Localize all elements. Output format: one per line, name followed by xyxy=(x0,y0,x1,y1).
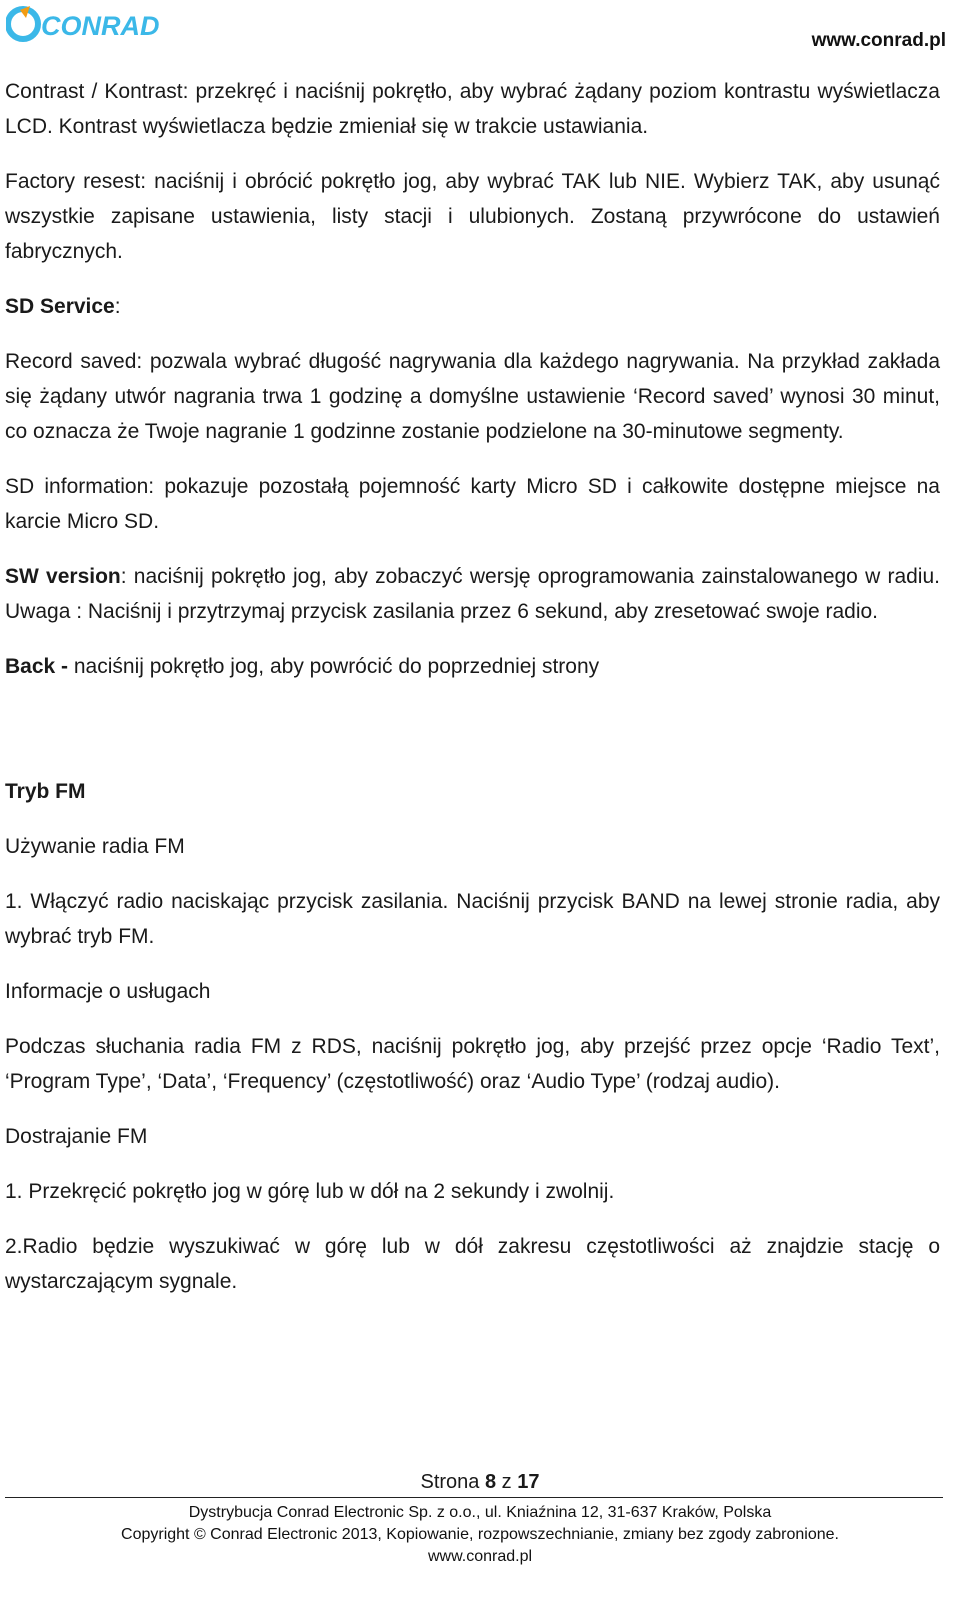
sw-version-text: : naciśnij pokrętło jog, aby zobaczyć wersję oprogramowania zainstalowanego w radiu. Uwaga : Naciśnij i przytrzymaj przycisk zasilania przez 6 sekund, aby zresetować swoje radio. xyxy=(5,565,940,623)
document-body xyxy=(5,74,940,1319)
page-footer xyxy=(0,1468,960,1496)
paragraph-sd-service xyxy=(5,289,940,324)
paragraph-contrast: Contrast / Kontrast: przekręć i naciśnij pokrętło, aby wybrać żądany poziom kontrastu wyświetlacza LCD. Kontrast wyświetlacza będzie zmieniał się w trakcie ustawiania. xyxy=(5,80,940,138)
paragraph-sw-version xyxy=(5,559,940,629)
sd-service-heading: SD Service xyxy=(5,295,115,318)
footer-url[interactable]: www.conrad.pl xyxy=(427,1548,533,1565)
site-url[interactable]: www.conrad.pl xyxy=(811,30,946,51)
conrad-logo xyxy=(6,4,166,44)
page-prefix: Strona xyxy=(420,1471,485,1493)
section-gap xyxy=(5,704,940,774)
heading-fm-mode: Tryb FM xyxy=(5,780,86,803)
sw-version-label: SW version xyxy=(5,565,121,588)
logo-text: CONRAD xyxy=(41,11,160,41)
footer-divider xyxy=(5,1497,943,1498)
paragraph-tuning-step2: 2.Radio będzie wyszukiwać w górę lub w dół zakresu częstotliwości aż znajdzie stację o wystarczającym sygnale. xyxy=(5,1235,940,1293)
subheading-service-info: Informacje o usługach xyxy=(5,980,211,1003)
footer-info xyxy=(0,1502,960,1568)
back-text: naciśnij pokrętło jog, aby powrócić do poprzedniej strony xyxy=(68,655,600,678)
paragraph-fm-step1: 1. Włączyć radio naciskając przycisk zasilania. Naciśnij przycisk BAND na lewej stronie radia, aby wybrać tryb FM. xyxy=(5,890,940,948)
page-current: 8 xyxy=(484,1471,497,1493)
back-label: Back - xyxy=(5,655,69,678)
subheading-fm-tuning: Dostrajanie FM xyxy=(5,1125,148,1148)
page-total: 17 xyxy=(517,1471,540,1493)
paragraph-factory-reset: Factory resest: naciśnij i obrócić pokrętło jog, aby wybrać TAK lub NIE. Wybierz TAK, aby usunąć wszystkie zapisane ustawienia, listy stacji i ulubionych. Zostaną przywrócone do ustawień fabrycznych. xyxy=(5,170,940,263)
paragraph-tuning-step1: 1. Przekręcić pokrętło jog w górę lub w dół na 2 sekundy i zwolnij. xyxy=(5,1180,615,1203)
footer-distribution: Dystrybucja Conrad Electronic Sp. z o.o., ul. Kniaźnina 12, 31-637 Kraków, Polska xyxy=(188,1504,772,1521)
sd-service-colon: : xyxy=(114,295,121,318)
paragraph-record-saved: Record saved: pozwala wybrać długość nagrywania dla każdego nagrywania. Na przykład zakłada się żądany utwór nagrania trwa 1 godzinę a domyślne ustawienie ‘Record saved’ wynosi 30 minut, co oznacza że Twoje nagranie 1 godzinne zostanie podzielone na 30-minutowe segmenty. xyxy=(5,350,940,443)
page-separator: z xyxy=(496,1471,518,1493)
paragraph-back xyxy=(5,649,940,684)
footer-copyright: Copyright © Conrad Electronic 2013, Kopiowanie, rozpowszechnianie, zmiany bez zgody zabronione. xyxy=(121,1526,839,1543)
page-number xyxy=(0,1468,960,1496)
paragraph-rds: Podczas słuchania radia FM z RDS, naciśnij pokrętło jog, aby przejść przez opcje ‘Radio Text’, ‘Program Type’, ‘Data’, ‘Frequency’ (częstotliwość) oraz ‘Audio Type’ (rodzaj audio). xyxy=(5,1035,940,1093)
paragraph-sd-information: SD information: pokazuje pozostałą pojemność karty Micro SD i całkowite dostępne miejsce na karcie Micro SD. xyxy=(5,475,940,533)
subheading-using-fm: Używanie radia FM xyxy=(5,835,185,858)
page-header xyxy=(0,0,960,60)
